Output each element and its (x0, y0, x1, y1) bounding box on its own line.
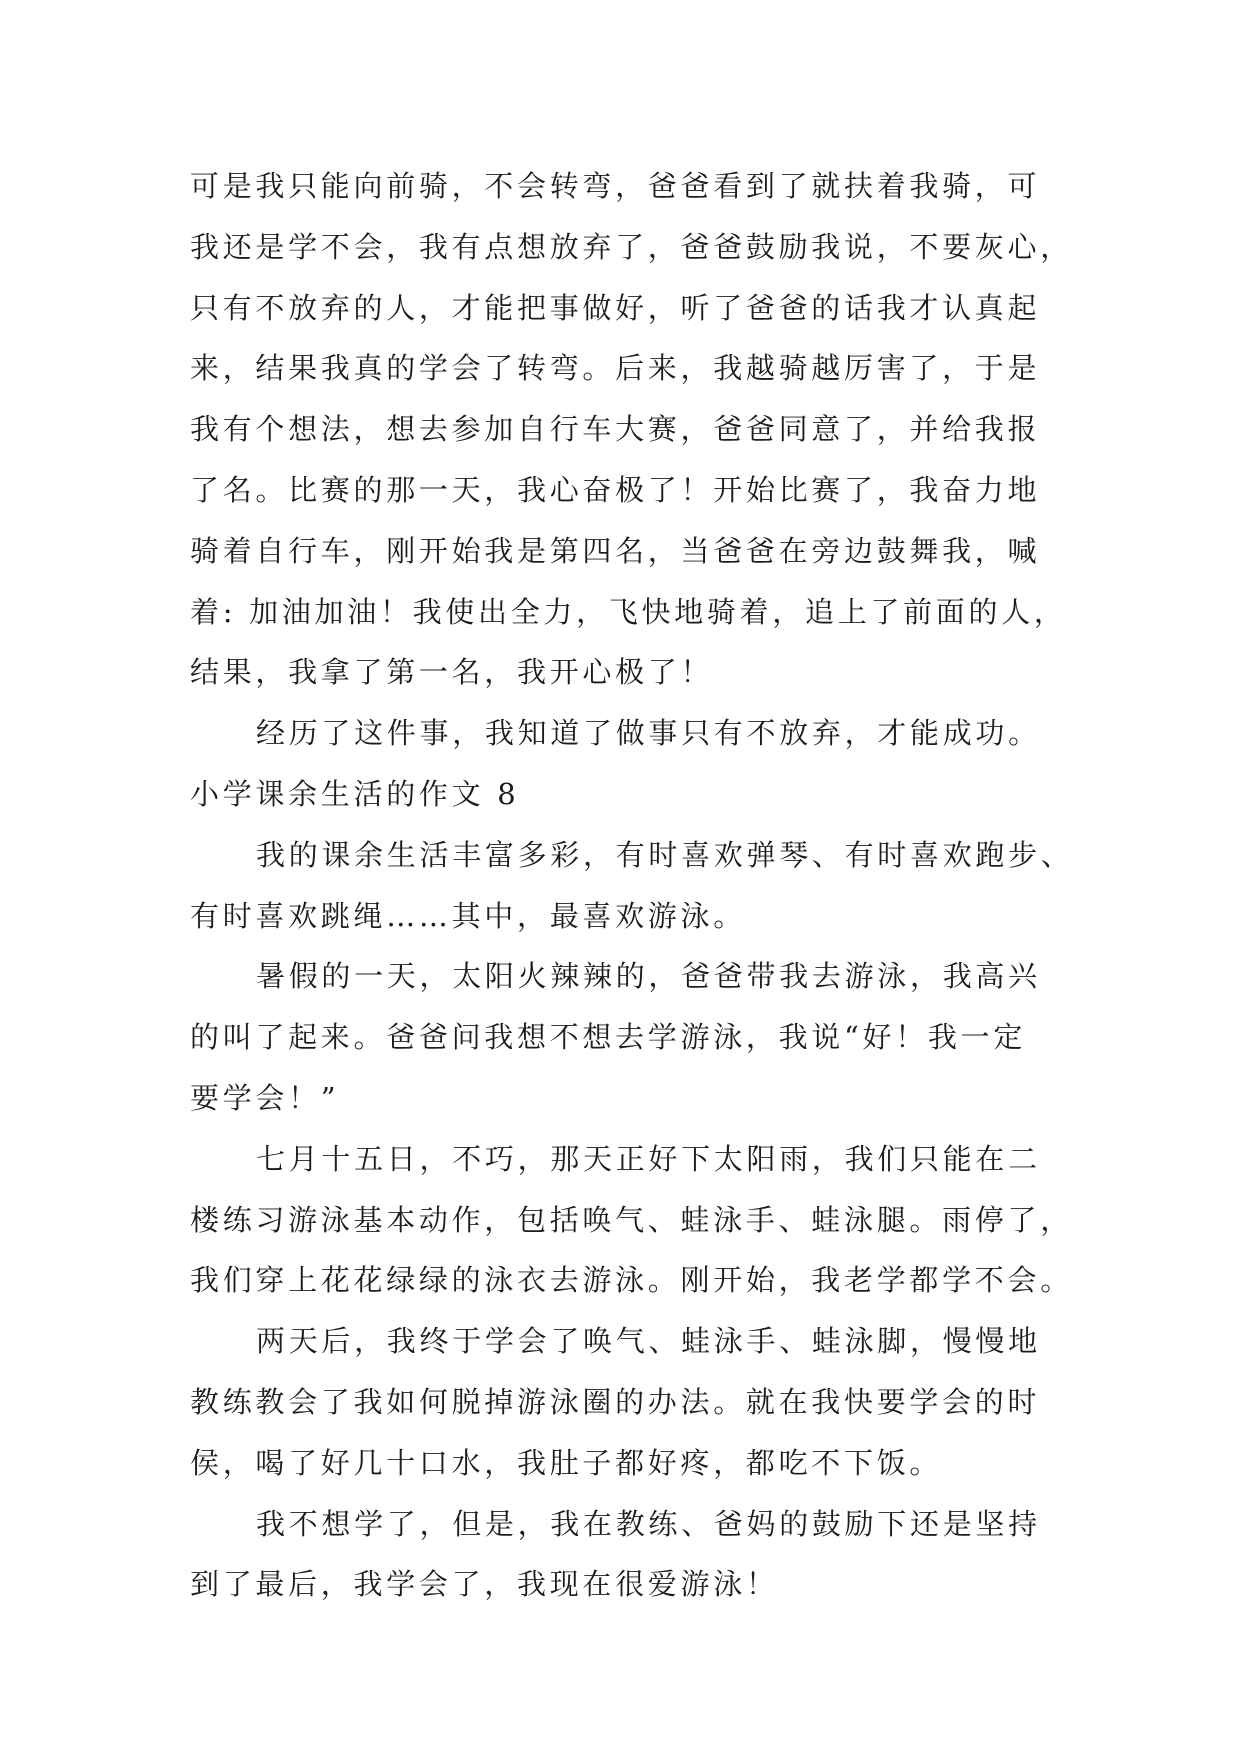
text-line: 骑着自行车，刚开始我是第四名，当爸爸在旁边鼓舞我，喊 (190, 533, 1041, 568)
text-line: 的叫了起来。爸爸问我想不想去学游泳，我说“好！我一定 (190, 1020, 1027, 1055)
text-line: 我有个想法，想去参加自行车大赛，爸爸同意了，并给我报 (190, 412, 1041, 447)
paragraph-first-line: 暑假的一天，太阳火辣辣的，爸爸带我去游泳，我高兴 (256, 959, 1041, 994)
text-line: 楼练习游泳基本动作，包括唤气、蛙泳手、蛙泳腿。雨停了， (190, 1202, 1073, 1237)
text-line: 只有不放弃的人，才能把事做好，听了爸爸的话我才认真起 (190, 290, 1041, 325)
text-line: 到了最后，我学会了，我现在很爱游泳！ (190, 1567, 779, 1602)
text-line: 我们穿上花花绿绿的泳衣去游泳。刚开始，我老学都学不会。 (190, 1263, 1073, 1298)
text-line: 了名。比赛的那一天，我心奋极了！开始比赛了，我奋力地 (190, 472, 1041, 507)
document-body (190, 156, 1074, 1615)
text-line: 有时喜欢跳绳……其中，最喜欢游泳。 (190, 898, 746, 933)
paragraph-first-line: 两天后，我终于学会了唤气、蛙泳手、蛙泳脚，慢慢地 (256, 1324, 1041, 1359)
text-line: 结果，我拿了第一名，我开心极了！ (190, 655, 714, 690)
paragraph-first-line: 我的课余生活丰富多彩，有时喜欢弹琴、有时喜欢跑步、 (256, 837, 1074, 872)
text-line: 侯，喝了好几十口水，我肚子都好疼，都吃不下饭。 (190, 1445, 943, 1480)
text-line: 来，结果我真的学会了转弯。后来，我越骑越厉害了，于是 (190, 351, 1041, 386)
text-line: 着: 加油加油！我使出全力，飞快地骑着，追上了前面的人， (190, 594, 1067, 629)
paragraph-first-line: 七月十五日，不巧，那天正好下太阳雨，我们只能在二 (256, 1141, 1041, 1176)
paragraph-first-line: 我不想学了，但是，我在教练、爸妈的鼓励下还是坚持 (256, 1506, 1041, 1541)
section-heading: 小学课余生活的作文 8 (190, 776, 520, 811)
paragraph-first-line: 经历了这件事，我知道了做事只有不放弃，才能成功。 (256, 716, 1041, 751)
text-line: 教练教会了我如何脱掉游泳圈的办法。就在我快要学会的时 (190, 1384, 1041, 1419)
text-line: 我还是学不会，我有点想放弃了，爸爸鼓励我说，不要灰心， (190, 229, 1073, 264)
text-line: 要学会！” (190, 1080, 340, 1115)
text-line: 可是我只能向前骑，不会转弯，爸爸看到了就扶着我骑，可 (190, 169, 1041, 203)
